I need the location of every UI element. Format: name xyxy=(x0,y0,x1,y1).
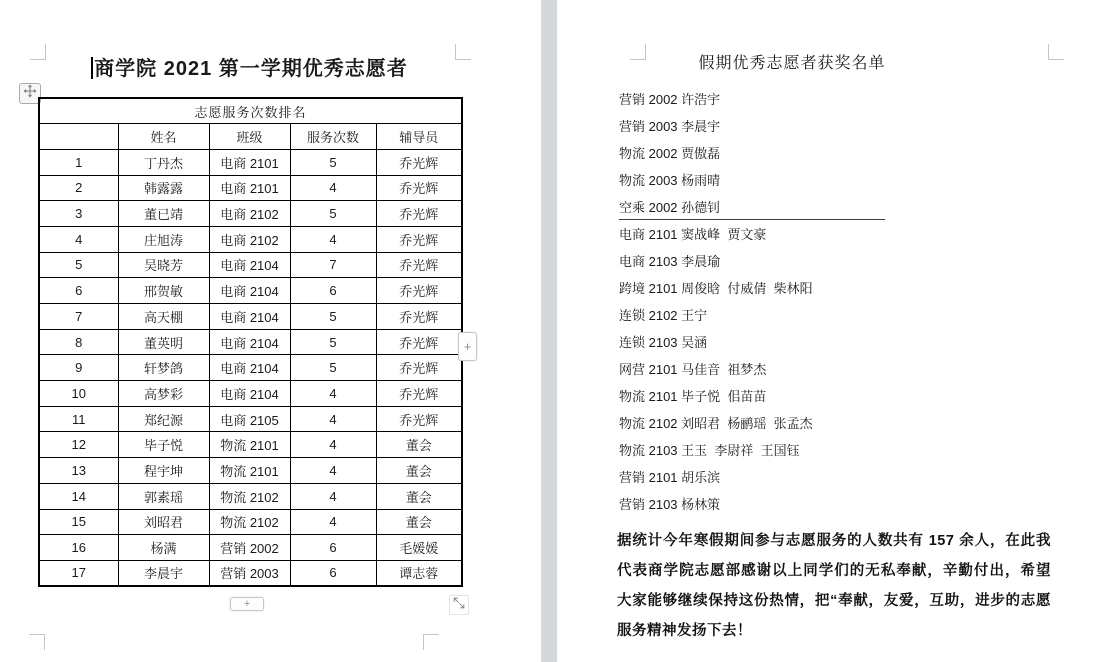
table-cell[interactable]: 4 xyxy=(290,483,376,509)
table-caption[interactable]: 志愿服务次数排名 xyxy=(39,98,462,124)
award-list-item[interactable]: 物流 2103 王玉 李尉祥 王国钰 xyxy=(619,443,800,458)
award-list-item[interactable]: 物流 2002 贾傲磊 xyxy=(619,146,721,161)
table-row xyxy=(39,329,462,355)
table-cell[interactable]: 16 xyxy=(39,535,118,561)
table-cell[interactable]: 电商 2104 xyxy=(209,252,290,278)
table-row xyxy=(39,458,462,484)
table-cell[interactable]: 1 xyxy=(39,149,118,175)
summary-paragraph[interactable]: 据统计今年寒假期间参与志愿服务的人数共有 157 余人，在此我代表商学院志愿部感谢以上同学们的无私奉献，辛勤付出，希望大家能够继续保持这份热情，把“奉献，友爱，互助，进步的志愿服务精神发扬下去！ xyxy=(617,533,1051,639)
table-row xyxy=(39,201,462,227)
table-resize-handle[interactable] xyxy=(449,595,469,615)
page-1[interactable] xyxy=(0,0,541,662)
award-list-item[interactable]: 物流 2102 刘昭君 杨鹂瑶 张孟杰 xyxy=(619,416,813,431)
table-cell[interactable]: 电商 2105 xyxy=(209,406,290,432)
table-cell[interactable]: 4 xyxy=(290,381,376,407)
table-row xyxy=(39,278,462,304)
table-caption-row xyxy=(39,98,462,124)
column-header[interactable]: 辅导员 xyxy=(376,124,462,150)
table-row xyxy=(39,252,462,278)
table-cell[interactable]: 物流 2101 xyxy=(209,458,290,484)
table-cell[interactable]: 李晨宇 xyxy=(118,560,209,586)
award-list xyxy=(619,86,885,518)
table-cell[interactable]: 乔光辉 xyxy=(376,355,462,381)
table-cell[interactable]: 电商 2102 xyxy=(209,226,290,252)
table-cell[interactable]: 乔光辉 xyxy=(376,149,462,175)
table-cell[interactable]: 董会 xyxy=(376,509,462,535)
table-cell[interactable]: 物流 2102 xyxy=(209,483,290,509)
table-cell[interactable]: 4 xyxy=(290,509,376,535)
margin-mark-bottom-left xyxy=(29,634,45,650)
table-cell[interactable]: 电商 2101 xyxy=(209,149,290,175)
page-gap xyxy=(541,0,557,662)
table-row xyxy=(39,149,462,175)
table-cell[interactable]: 6 xyxy=(39,278,118,304)
table-row xyxy=(39,509,462,535)
table-row xyxy=(39,381,462,407)
table-cell[interactable]: 杨满 xyxy=(118,535,209,561)
award-list-item[interactable]: 连锁 2103 吴涵 xyxy=(619,335,708,350)
award-list-item[interactable] xyxy=(619,194,885,221)
table-cell[interactable]: 乔光辉 xyxy=(376,175,462,201)
table-row xyxy=(39,560,462,586)
table-cell[interactable]: 4 xyxy=(290,432,376,458)
table-cell[interactable]: 物流 2101 xyxy=(209,432,290,458)
award-list-item[interactable]: 营销 2101 胡乐滨 xyxy=(619,470,721,485)
table-cell[interactable]: 15 xyxy=(39,509,118,535)
underlined-entry-text: 空乘 2002 孙德钊 xyxy=(619,197,885,220)
insert-column-button[interactable]: + xyxy=(458,332,477,361)
table-cell[interactable]: 乔光辉 xyxy=(376,381,462,407)
table-cell[interactable]: 电商 2104 xyxy=(209,304,290,330)
award-list-item[interactable]: 电商 2103 李晨瑜 xyxy=(619,254,721,269)
table-cell[interactable]: 乔光辉 xyxy=(376,278,462,304)
ranking-table[interactable] xyxy=(38,97,463,587)
table-cell[interactable]: 9 xyxy=(39,355,118,381)
table-cell[interactable]: 乔光辉 xyxy=(376,329,462,355)
table-cell[interactable]: 高梦彩 xyxy=(118,381,209,407)
table-cell[interactable]: 毛媛媛 xyxy=(376,535,462,561)
text-cursor xyxy=(91,57,93,79)
add-row-button[interactable]: + xyxy=(230,597,264,611)
table-cell[interactable]: 6 xyxy=(290,535,376,561)
table-cell[interactable]: 董会 xyxy=(376,483,462,509)
column-header[interactable]: 姓名 xyxy=(118,124,209,150)
award-list-title[interactable]: 假期优秀志愿者获奖名单 xyxy=(698,55,886,72)
table-cell[interactable]: 8 xyxy=(39,329,118,355)
table-cell[interactable]: 2 xyxy=(39,175,118,201)
table-cell[interactable]: 11 xyxy=(39,406,118,432)
table-cell[interactable]: 韩露露 xyxy=(118,175,209,201)
page-title[interactable]: 商学院 2021 第一学期优秀志愿者 xyxy=(38,52,461,81)
table-cell[interactable]: 10 xyxy=(39,381,118,407)
table-cell[interactable]: 5 xyxy=(290,149,376,175)
table-cell[interactable]: 吴晓芳 xyxy=(118,252,209,278)
table-cell[interactable]: 程宇坤 xyxy=(118,458,209,484)
table-cell[interactable]: 7 xyxy=(39,304,118,330)
table-cell[interactable]: 5 xyxy=(290,201,376,227)
table-cell[interactable]: 3 xyxy=(39,201,118,227)
table-cell[interactable]: 5 xyxy=(39,252,118,278)
table-cell[interactable]: 乔光辉 xyxy=(376,226,462,252)
table-row xyxy=(39,355,462,381)
table-cell[interactable]: 电商 2104 xyxy=(209,355,290,381)
table-cell[interactable]: 4 xyxy=(290,458,376,484)
table-cell[interactable]: 刘昭君 xyxy=(118,509,209,535)
table-cell[interactable]: 谭志蓉 xyxy=(376,560,462,586)
table-cell[interactable]: 营销 2003 xyxy=(209,560,290,586)
table-cell[interactable]: 13 xyxy=(39,458,118,484)
table-cell[interactable]: 电商 2104 xyxy=(209,381,290,407)
award-list-item[interactable]: 网营 2101 马佳音 祖梦杰 xyxy=(619,362,767,377)
column-header[interactable] xyxy=(39,124,118,150)
table-cell[interactable]: 丁丹杰 xyxy=(118,149,209,175)
table-cell[interactable]: 邢贺敏 xyxy=(118,278,209,304)
column-header[interactable]: 服务次数 xyxy=(290,124,376,150)
ranking-body xyxy=(39,149,462,586)
table-cell[interactable]: 轩梦鸽 xyxy=(118,355,209,381)
table-cell[interactable]: 17 xyxy=(39,560,118,586)
page-2[interactable] xyxy=(557,0,1107,662)
table-cell[interactable]: 4 xyxy=(39,226,118,252)
table-row xyxy=(39,226,462,252)
table-cell[interactable]: 6 xyxy=(290,560,376,586)
table-cell[interactable]: 14 xyxy=(39,483,118,509)
table-cell[interactable]: 电商 2104 xyxy=(209,329,290,355)
move-icon xyxy=(23,84,37,103)
resize-icon xyxy=(452,596,466,615)
table-cell[interactable]: 物流 2102 xyxy=(209,509,290,535)
table-cell[interactable]: 4 xyxy=(290,226,376,252)
table-cell[interactable]: 毕子悦 xyxy=(118,432,209,458)
table-cell[interactable]: 6 xyxy=(290,278,376,304)
table-cell[interactable]: 4 xyxy=(290,406,376,432)
table-cell[interactable]: 董会 xyxy=(376,458,462,484)
table-cell[interactable]: 5 xyxy=(290,329,376,355)
award-list-item[interactable]: 物流 2101 毕子悦 佀苗苗 xyxy=(619,389,767,404)
table-cell[interactable]: 董英明 xyxy=(118,329,209,355)
table-cell[interactable]: 乔光辉 xyxy=(376,406,462,432)
table-cell[interactable]: 5 xyxy=(290,304,376,330)
table-cell[interactable]: 乔光辉 xyxy=(376,252,462,278)
award-list-item[interactable]: 营销 2003 李晨宇 xyxy=(619,119,721,134)
award-list-item[interactable]: 跨境 2101 周俊晗 付威倩 柴林阳 xyxy=(619,281,813,296)
table-cell[interactable]: 乔光辉 xyxy=(376,201,462,227)
table-cell[interactable]: 郭素瑶 xyxy=(118,483,209,509)
table-cell[interactable]: 电商 2102 xyxy=(209,201,290,227)
table-row xyxy=(39,483,462,509)
award-list-item[interactable]: 电商 2101 窦战峰 贾文豪 xyxy=(619,227,767,242)
table-cell[interactable]: 7 xyxy=(290,252,376,278)
column-header[interactable]: 班级 xyxy=(209,124,290,150)
table-cell[interactable]: 12 xyxy=(39,432,118,458)
table-cell[interactable]: 董会 xyxy=(376,432,462,458)
table-cell[interactable]: 乔光辉 xyxy=(376,304,462,330)
margin-mark-bottom-right xyxy=(423,634,439,650)
table-row xyxy=(39,175,462,201)
table-cell[interactable]: 庄旭涛 xyxy=(118,226,209,252)
table-cell[interactable]: 营销 2002 xyxy=(209,535,290,561)
award-list-item[interactable]: 物流 2003 杨雨晴 xyxy=(619,173,721,188)
table-cell[interactable]: 电商 2104 xyxy=(209,278,290,304)
table-row xyxy=(39,535,462,561)
table-row xyxy=(39,304,462,330)
margin-mark-top-right xyxy=(1048,44,1064,60)
table-cell[interactable]: 4 xyxy=(290,175,376,201)
table-cell[interactable]: 5 xyxy=(290,355,376,381)
table-cell[interactable]: 董已靖 xyxy=(118,201,209,227)
table-cell[interactable]: 郑纪源 xyxy=(118,406,209,432)
award-list-item[interactable]: 连锁 2102 王宁 xyxy=(619,308,708,323)
ranking-header-row xyxy=(39,124,462,150)
award-list-item[interactable]: 营销 2103 杨林策 xyxy=(619,497,721,512)
table-cell[interactable]: 高天棚 xyxy=(118,304,209,330)
table-row xyxy=(39,432,462,458)
award-list-item[interactable]: 营销 2002 许浩宇 xyxy=(619,92,721,107)
table-row xyxy=(39,406,462,432)
table-cell[interactable]: 电商 2101 xyxy=(209,175,290,201)
